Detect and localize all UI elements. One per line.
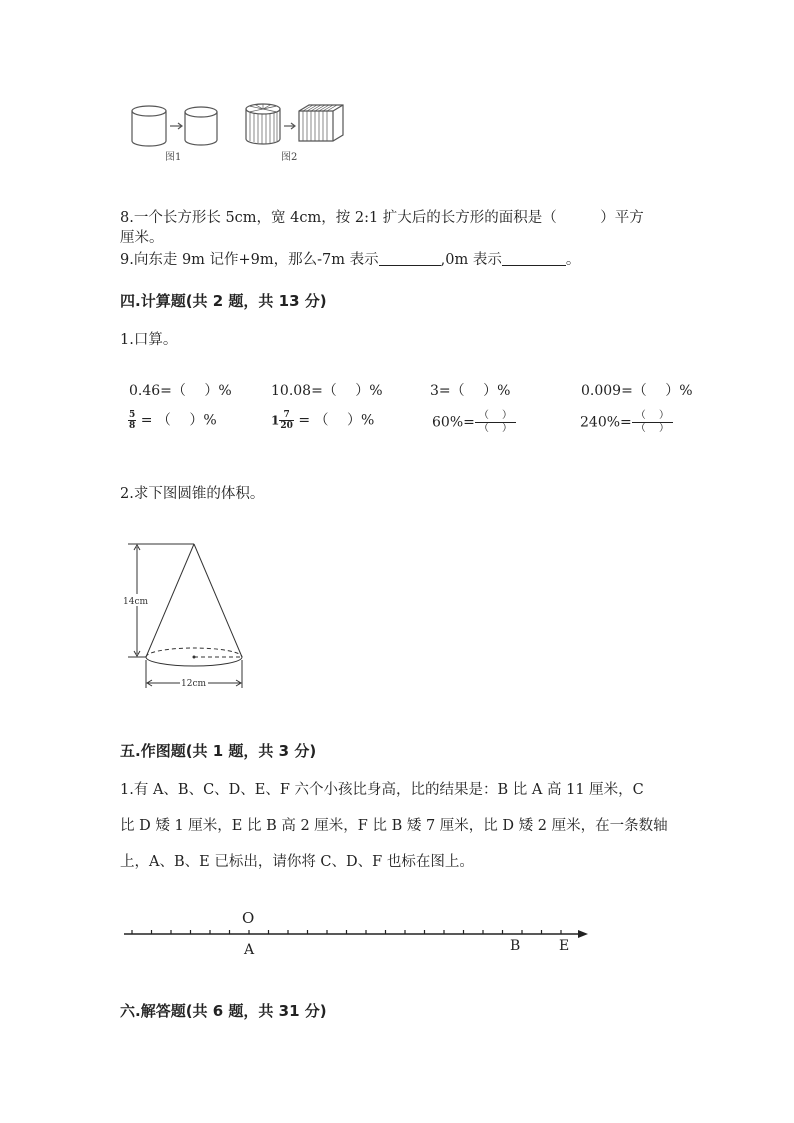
- fig1-label: 图1: [165, 152, 182, 163]
- calc-item: 10.08=（ ）%: [271, 383, 383, 399]
- fig2-label: 图2: [281, 152, 298, 163]
- calc-2-title: 2.求下图圆锥的体积。: [120, 486, 265, 502]
- fraction: $\frac{5}{8}$: [129, 410, 136, 431]
- calc-1-title: 1.口算。: [120, 332, 178, 348]
- point-e-label: E: [559, 938, 570, 954]
- section-4-title: 四.计算题(共 2 题，共 13 分): [120, 292, 327, 310]
- calc-item: 3=（ ）%: [430, 383, 511, 399]
- section-5-q1-line2: 比 D 矮 1 厘米，E 比 B 高 2 厘米，F 比 B 矮 7 厘米，比 D 矮 2 厘米，在一条数轴: [120, 818, 668, 834]
- calc-item: 240%= $\frac{( )}{( )}$: [580, 410, 673, 435]
- answer-blank-1[interactable]: [379, 251, 441, 266]
- question-9: [120, 250, 580, 270]
- question-9-prefix: 9.向东走 9m 记作+9m，那么-7m 表示: [120, 252, 379, 268]
- origin-label: O: [242, 909, 255, 927]
- number-line[interactable]: [118, 905, 598, 960]
- cone-diameter-label: 12cm: [181, 679, 207, 689]
- question-8-line1: 8.一个长方形长 5cm，宽 4cm，按 2:1 扩大后的长方形的面积是（ ）平方: [120, 210, 644, 226]
- calc-item: 0.46=（ ）%: [129, 383, 232, 399]
- calc-item: 0.009=（ ）%: [581, 383, 693, 399]
- calc-item: 1 $\frac{7}{20}$ = （ ）%: [271, 410, 375, 431]
- cylinder-figures: [125, 95, 355, 167]
- section-5-title: 五.作图题(共 1 题，共 3 分): [120, 742, 317, 760]
- fraction-blank[interactable]: $\frac{( )}{( )}$: [475, 410, 516, 435]
- question-8-line2: 厘米。: [120, 230, 164, 246]
- section-5-q1-line1: 1.有 A、B、C、D、E、F 六个小孩比身高，比的结果是：B 比 A 高 11 厘米，C: [120, 782, 644, 798]
- calc-item: 60%= $\frac{( )}{( )}$: [432, 410, 516, 435]
- fraction: $\frac{7}{20}$: [280, 410, 293, 431]
- answer-blank-2[interactable]: [502, 251, 566, 266]
- cone-figure: [118, 535, 263, 695]
- section-6-title: 六.解答题(共 6 题，共 31 分): [120, 1002, 327, 1020]
- section-5-q1-line3: 上，A、B、E 已标出，请你将 C、D、F 也标在图上。: [120, 854, 474, 870]
- cone-height-label: 14cm: [123, 597, 149, 607]
- point-b-label: B: [510, 938, 521, 954]
- calc-item: $\frac{5}{8}$ = （ ）%: [129, 410, 217, 431]
- fraction-blank[interactable]: $\frac{( )}{( )}$: [632, 410, 673, 435]
- point-a-label: A: [244, 942, 255, 958]
- question-9-suffix: 。: [565, 252, 581, 268]
- question-9-middle: ,0m 表示: [440, 252, 502, 268]
